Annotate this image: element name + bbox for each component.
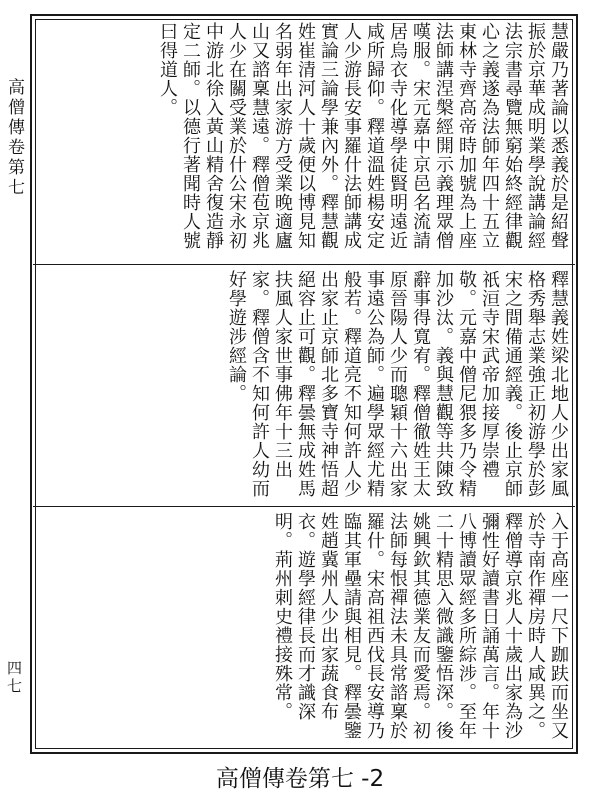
register-text: 釋慧義姓梁北地人少出家風格秀舉志業強正初游學於彭宋之間備通經義。後止京師祇洹寺宋武帝加接厚崇禮敬。元嘉中僧尼猥多乃令精加沙汰。義與慧觀等共陳致辭事得寬宥。釋僧徹姓王太原晉陽人少而聰穎十六出家事遠公為師。遍學眾經尤精般若。釋道亮不知何許人少出家止京師北多寶寺神悟超絕容止可觀。釋曇無成姓馬扶風人家世事佛年十三出家。釋僧含不知何許人幼而好學遊涉經論。	[226, 270, 569, 498]
register-divider	[33, 264, 575, 265]
register-divider	[33, 506, 575, 507]
margin-title: 高僧傳卷第七	[4, 78, 24, 198]
register-text: 慧嚴乃著論以悉義於是紹聲振於京華成明業學說講論經法宗書尋覽無窮始終經律觀心之義遂為法師年四十五立東林寺齊高帝時加號為上座法師講涅槃經開示義理眾僧嘆服。宋元嘉中京邑名流請居烏衣寺化導學徒賢明遠近咸所歸仰。釋道溫姓楊安定人少游長安事羅什法師講成實論三論學兼內外。釋慧觀姓崔清河人十歲便以博見知名弱年出家游方受業晚適廬山又諮稟慧遠。釋僧苞京兆人少在關受業於什公宋永初中游北徐入黃山精舍復造靜定二師。以德行著聞時人號曰得道人。	[157, 22, 569, 250]
text-register-bottom	[40, 512, 570, 752]
page-caption: 高僧傳卷第七 -2	[215, 766, 385, 792]
text-register-top	[40, 22, 570, 262]
margin-page-number: 四七	[5, 660, 23, 696]
text-register-middle	[40, 270, 570, 510]
register-text: 入于高座一尺下跏趺而坐又於寺南作禪房時人咸異之。釋僧導京兆人十歲出家為沙彌性好讀書日誦萬言。年十八博讀眾經多所綜涉。至年二十精思入微識鑒悟深。後姚興欽其德業友而愛焉。初法師每恨禪法未具常諮稟於羅什。宋高祖西伐長安導乃臨其軍壘請與相見。釋曇鑒姓趙冀州人少出家蔬食布衣。遊學經律長而才識深明。荊州刺史禮接殊常。	[272, 512, 569, 740]
